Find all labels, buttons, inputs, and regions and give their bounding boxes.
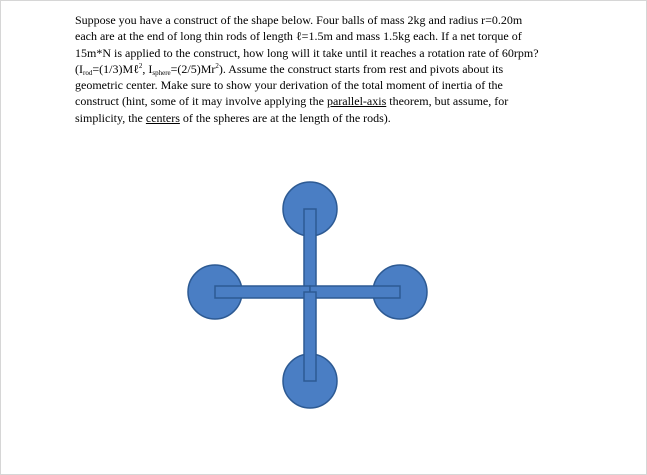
- problem-line-5: geometric center. Make sure to show your derivation of the total moment of inertia of the: [75, 78, 503, 93]
- squared-superscript: 2: [215, 61, 219, 70]
- right-rod: [310, 286, 400, 298]
- bottom-rod: [304, 292, 316, 381]
- hint-text: simplicity, the: [75, 110, 146, 125]
- formula-text: , I: [142, 61, 153, 76]
- formula-text: ). Assume the construct starts from rest and pivots about its: [218, 61, 504, 76]
- problem-line-1: Suppose you have a construct of the shape below. Four balls of mass 2kg and radius r=0.20m: [75, 13, 523, 27]
- top-rod: [304, 209, 316, 292]
- problem-line-2: each are at the end of long thin rods of length ℓ=1.5m and mass 1.5kg each. If a net torque of: [75, 29, 522, 44]
- formula-text: =(2/5)Mr: [170, 61, 216, 76]
- formula-text: =(1/3)Mℓ: [92, 61, 139, 76]
- hint-text: construct (hint, some of it may involve applying the: [75, 94, 327, 109]
- left-rod: [215, 286, 310, 298]
- problem-line-3: 15m*N is applied to the construct, how long will it take until it reaches a rotation rate of 60rpm?: [75, 45, 539, 60]
- squared-superscript: 2: [138, 61, 143, 70]
- centers-term: centers: [145, 110, 180, 125]
- hint-text: theorem, but assume, for: [386, 94, 509, 109]
- hint-text: of the spheres are at the length of the rods).: [179, 110, 391, 125]
- parallel-axis-term: parallel-axis: [326, 94, 387, 109]
- formula-text: (I: [75, 61, 83, 76]
- rod-subscript: rod: [83, 68, 93, 77]
- sphere-subscript: sphere: [152, 68, 171, 77]
